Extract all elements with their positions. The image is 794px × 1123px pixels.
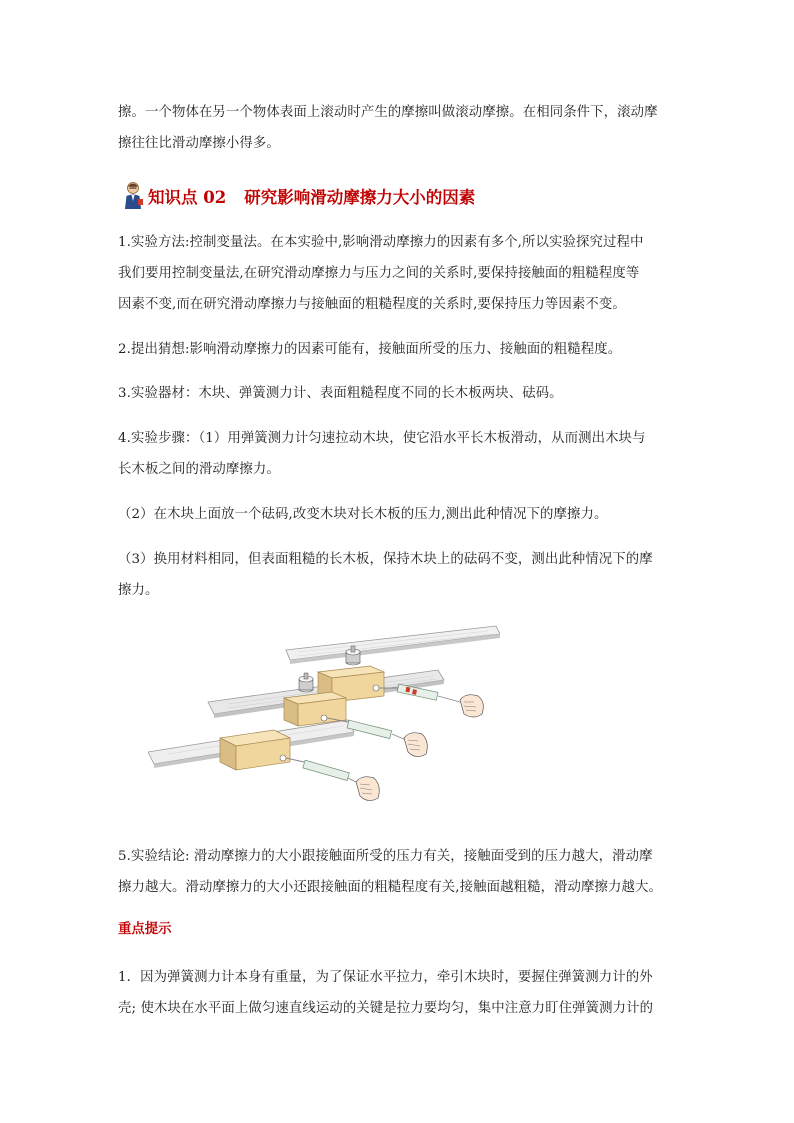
board-back bbox=[286, 626, 500, 664]
conclusion-line-1: 5.实验结论: 滑动摩擦力的大小跟接触面所受的压力有关，接触面受到的压力越大，滑动摩 bbox=[118, 849, 653, 864]
friction-experiment-figure bbox=[148, 622, 500, 820]
method-line-2: 我们要用控制变量法,在研究滑动摩擦力与压力之间的关系时,要保持接触面的粗糙程度等 bbox=[118, 266, 640, 281]
step3-line-1: （3）换用材料相同，但表面粗糙的长木板，保持木块上的砝码不变，测出此种情况下的摩 bbox=[118, 552, 653, 567]
step3-line-2: 擦力。 bbox=[118, 583, 159, 598]
tip-line-2: 壳; 使木块在水平面上做匀速直线运动的关键是拉力要均匀，集中注意力盯住弹簧测力计的 bbox=[118, 1001, 654, 1016]
method-line-3: 因素不变,而在研究滑动摩擦力与接触面的粗糙程度的关系时,要保持压力等因素不变。 bbox=[118, 297, 626, 312]
step2-line: （2）在木块上面放一个砝码,改变木块对长木板的压力,测出此种情况下的摩擦力。 bbox=[118, 507, 608, 522]
hand-middle bbox=[404, 733, 427, 757]
section-number: 知识点 02 bbox=[148, 188, 227, 207]
steps-line-2: 长木板之间的滑动摩擦力。 bbox=[118, 462, 280, 477]
teacher-icon bbox=[122, 181, 144, 211]
section-title: 研究影响滑动摩擦力大小的因素 bbox=[244, 188, 476, 207]
intro-line-1: 擦。一个物体在另一个物体表面上滚动时产生的摩擦叫做滚动摩擦。在相同条件下，滚动摩 bbox=[118, 105, 658, 120]
equipment-line: 3.实验器材：木块、弹簧测力计、表面粗糙程度不同的长木板两块、砝码。 bbox=[118, 386, 563, 401]
method-line-1: 1.实验方法:控制变量法。在本实验中,影响滑动摩擦力的因素有多个,所以实验探究过程中 bbox=[118, 235, 644, 250]
spring-scale-front bbox=[286, 758, 360, 784]
hand-back bbox=[460, 695, 483, 717]
hand-front bbox=[356, 777, 379, 801]
intro-line-2: 擦往往比滑动摩擦小得多。 bbox=[118, 136, 280, 151]
guess-line: 2.提出猜想:影响滑动摩擦力的因素可能有，接触面所受的压力、接触面的粗糙程度。 bbox=[118, 342, 622, 357]
steps-line-1: 4.实验步骤：（1）用弹簧测力计匀速拉动木块，使它沿水平长木板滑动，从而测出木块与 bbox=[118, 431, 646, 446]
conclusion-line-2: 擦力越大。滑动摩擦力的大小还跟接触面的粗糙程度有关,接触面越粗糙，滑动摩擦力越大。 bbox=[118, 880, 662, 895]
section-heading bbox=[122, 180, 475, 212]
tip-heading: 重点提示 bbox=[118, 921, 172, 937]
tip-line-1: 1．因为弹簧测力计本身有重量，为了保证水平拉力，牵引木块时，要握住弹簧测力计的外 bbox=[118, 970, 653, 985]
wood-block-front bbox=[220, 730, 290, 770]
